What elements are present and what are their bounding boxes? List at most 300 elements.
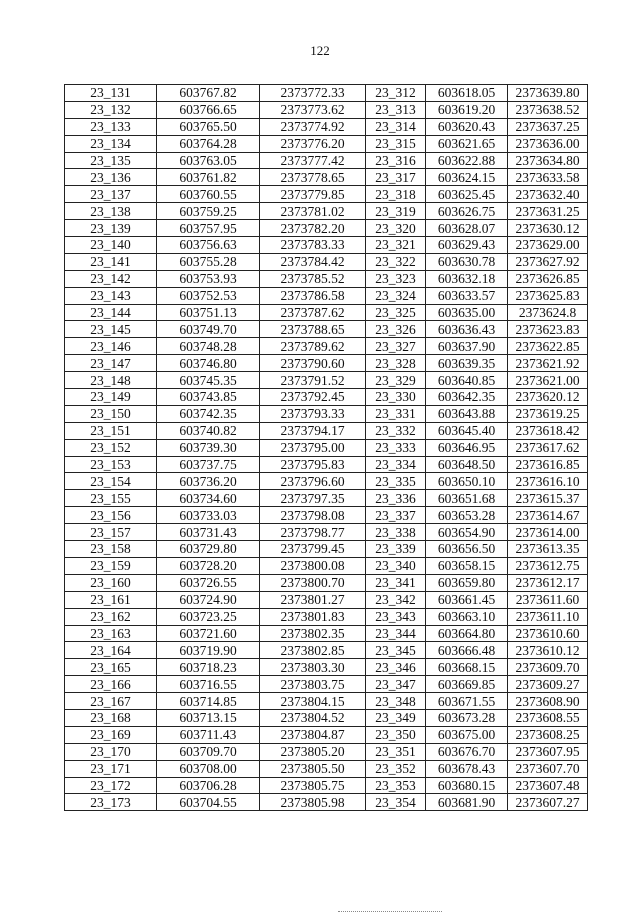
- table-row: [65, 743, 588, 760]
- point-id-cell: 23_147: [65, 355, 157, 372]
- y-coordinate-cell: 2373793.33: [260, 405, 366, 422]
- point-id-cell: 23_327: [366, 338, 426, 355]
- x-coordinate-cell: 603718.23: [157, 659, 260, 676]
- y-coordinate-cell: 2373802.35: [260, 625, 366, 642]
- x-coordinate-cell: 603714.85: [157, 693, 260, 710]
- table-row: [65, 372, 588, 389]
- table-row: [65, 321, 588, 338]
- y-coordinate-cell: 2373627.92: [508, 253, 588, 270]
- table-row: [65, 591, 588, 608]
- y-coordinate-cell: 2373801.27: [260, 591, 366, 608]
- x-coordinate-cell: 603742.35: [157, 405, 260, 422]
- table-row: [65, 794, 588, 811]
- y-coordinate-cell: 2373632.40: [508, 186, 588, 203]
- table-row: [65, 355, 588, 372]
- x-coordinate-cell: 603704.55: [157, 794, 260, 811]
- y-coordinate-cell: 2373634.80: [508, 152, 588, 169]
- point-id-cell: 23_338: [366, 524, 426, 541]
- point-id-cell: 23_151: [65, 422, 157, 439]
- y-coordinate-cell: 2373636.00: [508, 135, 588, 152]
- y-coordinate-cell: 2373773.62: [260, 101, 366, 118]
- x-coordinate-cell: 603721.60: [157, 625, 260, 642]
- coordinates-table: [64, 84, 588, 811]
- x-coordinate-cell: 603716.55: [157, 676, 260, 693]
- page-number: 122: [310, 43, 330, 58]
- x-coordinate-cell: 603753.93: [157, 270, 260, 287]
- table-row: [65, 507, 588, 524]
- x-coordinate-cell: 603723.25: [157, 608, 260, 625]
- x-coordinate-cell: 603671.55: [426, 693, 508, 710]
- y-coordinate-cell: 2373800.08: [260, 557, 366, 574]
- coordinates-table-body: [65, 85, 588, 811]
- table-row: [65, 304, 588, 321]
- x-coordinate-cell: 603633.57: [426, 287, 508, 304]
- x-coordinate-cell: 603726.55: [157, 574, 260, 591]
- x-coordinate-cell: 603629.43: [426, 237, 508, 254]
- point-id-cell: 23_163: [65, 625, 157, 642]
- y-coordinate-cell: 2373774.92: [260, 118, 366, 135]
- y-coordinate-cell: 2373622.85: [508, 338, 588, 355]
- x-coordinate-cell: 603733.03: [157, 507, 260, 524]
- x-coordinate-cell: 603681.90: [426, 794, 508, 811]
- table-row: [65, 676, 588, 693]
- x-coordinate-cell: 603630.78: [426, 253, 508, 270]
- table-row: [65, 237, 588, 254]
- point-id-cell: 23_315: [366, 135, 426, 152]
- x-coordinate-cell: 603745.35: [157, 372, 260, 389]
- table-row: [65, 287, 588, 304]
- point-id-cell: 23_169: [65, 726, 157, 743]
- point-id-cell: 23_139: [65, 220, 157, 237]
- y-coordinate-cell: 2373798.08: [260, 507, 366, 524]
- point-id-cell: 23_150: [65, 405, 157, 422]
- y-coordinate-cell: 2373609.27: [508, 676, 588, 693]
- x-coordinate-cell: 603743.85: [157, 389, 260, 406]
- y-coordinate-cell: 2373639.80: [508, 85, 588, 102]
- y-coordinate-cell: 2373798.77: [260, 524, 366, 541]
- x-coordinate-cell: 603625.45: [426, 186, 508, 203]
- point-id-cell: 23_161: [65, 591, 157, 608]
- x-coordinate-cell: 603709.70: [157, 743, 260, 760]
- table-row: [65, 693, 588, 710]
- y-coordinate-cell: 2373620.12: [508, 389, 588, 406]
- y-coordinate-cell: 2373797.35: [260, 490, 366, 507]
- table-row: [65, 220, 588, 237]
- y-coordinate-cell: 2373788.65: [260, 321, 366, 338]
- point-id-cell: 23_317: [366, 169, 426, 186]
- x-coordinate-cell: 603749.70: [157, 321, 260, 338]
- point-id-cell: 23_172: [65, 777, 157, 794]
- point-id-cell: 23_339: [366, 541, 426, 558]
- y-coordinate-cell: 2373792.45: [260, 389, 366, 406]
- point-id-cell: 23_149: [65, 389, 157, 406]
- y-coordinate-cell: 2373805.98: [260, 794, 366, 811]
- point-id-cell: 23_347: [366, 676, 426, 693]
- point-id-cell: 23_137: [65, 186, 157, 203]
- table-row: [65, 490, 588, 507]
- table-row: [65, 186, 588, 203]
- y-coordinate-cell: 2373779.85: [260, 186, 366, 203]
- x-coordinate-cell: 603637.90: [426, 338, 508, 355]
- y-coordinate-cell: 2373607.95: [508, 743, 588, 760]
- table-row: [65, 152, 588, 169]
- x-coordinate-cell: 603719.90: [157, 642, 260, 659]
- point-id-cell: 23_331: [366, 405, 426, 422]
- point-id-cell: 23_153: [65, 456, 157, 473]
- point-id-cell: 23_318: [366, 186, 426, 203]
- y-coordinate-cell: 2373612.17: [508, 574, 588, 591]
- x-coordinate-cell: 603664.80: [426, 625, 508, 642]
- table-row: [65, 777, 588, 794]
- x-coordinate-cell: 603628.07: [426, 220, 508, 237]
- y-coordinate-cell: 2373615.37: [508, 490, 588, 507]
- point-id-cell: 23_157: [65, 524, 157, 541]
- point-id-cell: 23_329: [366, 372, 426, 389]
- point-id-cell: 23_160: [65, 574, 157, 591]
- y-coordinate-cell: 2373621.00: [508, 372, 588, 389]
- x-coordinate-cell: 603668.15: [426, 659, 508, 676]
- point-id-cell: 23_353: [366, 777, 426, 794]
- point-id-cell: 23_349: [366, 709, 426, 726]
- x-coordinate-cell: 603624.15: [426, 169, 508, 186]
- y-coordinate-cell: 2373783.33: [260, 237, 366, 254]
- y-coordinate-cell: 2373612.75: [508, 557, 588, 574]
- point-id-cell: 23_312: [366, 85, 426, 102]
- y-coordinate-cell: 2373621.92: [508, 355, 588, 372]
- table-row: [65, 524, 588, 541]
- y-coordinate-cell: 2373786.58: [260, 287, 366, 304]
- x-coordinate-cell: 603650.10: [426, 473, 508, 490]
- point-id-cell: 23_132: [65, 101, 157, 118]
- x-coordinate-cell: 603736.20: [157, 473, 260, 490]
- y-coordinate-cell: 2373800.70: [260, 574, 366, 591]
- y-coordinate-cell: 2373616.10: [508, 473, 588, 490]
- point-id-cell: 23_146: [65, 338, 157, 355]
- x-coordinate-cell: 603658.15: [426, 557, 508, 574]
- y-coordinate-cell: 2373610.12: [508, 642, 588, 659]
- point-id-cell: 23_148: [65, 372, 157, 389]
- x-coordinate-cell: 603675.00: [426, 726, 508, 743]
- point-id-cell: 23_135: [65, 152, 157, 169]
- point-id-cell: 23_326: [366, 321, 426, 338]
- x-coordinate-cell: 603619.20: [426, 101, 508, 118]
- point-id-cell: 23_143: [65, 287, 157, 304]
- y-coordinate-cell: 2373795.00: [260, 439, 366, 456]
- x-coordinate-cell: 603767.82: [157, 85, 260, 102]
- x-coordinate-cell: 603666.48: [426, 642, 508, 659]
- point-id-cell: 23_166: [65, 676, 157, 693]
- x-coordinate-cell: 603639.35: [426, 355, 508, 372]
- point-id-cell: 23_340: [366, 557, 426, 574]
- table-row: [65, 422, 588, 439]
- y-coordinate-cell: 2373804.87: [260, 726, 366, 743]
- y-coordinate-cell: 2373772.33: [260, 85, 366, 102]
- x-coordinate-cell: 603734.60: [157, 490, 260, 507]
- x-coordinate-cell: 603755.28: [157, 253, 260, 270]
- table-row: [65, 473, 588, 490]
- point-id-cell: 23_134: [65, 135, 157, 152]
- point-id-cell: 23_141: [65, 253, 157, 270]
- table-row: [65, 642, 588, 659]
- x-coordinate-cell: 603760.55: [157, 186, 260, 203]
- y-coordinate-cell: 2373795.83: [260, 456, 366, 473]
- x-coordinate-cell: 603621.65: [426, 135, 508, 152]
- y-coordinate-cell: 2373799.45: [260, 541, 366, 558]
- point-id-cell: 23_346: [366, 659, 426, 676]
- x-coordinate-cell: 603626.75: [426, 203, 508, 220]
- y-coordinate-cell: 2373614.67: [508, 507, 588, 524]
- point-id-cell: 23_324: [366, 287, 426, 304]
- point-id-cell: 23_145: [65, 321, 157, 338]
- y-coordinate-cell: 2373805.75: [260, 777, 366, 794]
- y-coordinate-cell: 2373608.25: [508, 726, 588, 743]
- y-coordinate-cell: 2373787.62: [260, 304, 366, 321]
- y-coordinate-cell: 2373613.35: [508, 541, 588, 558]
- table-row: [65, 270, 588, 287]
- y-coordinate-cell: 2373616.85: [508, 456, 588, 473]
- y-coordinate-cell: 2373618.42: [508, 422, 588, 439]
- table-row: [65, 253, 588, 270]
- x-coordinate-cell: 603636.43: [426, 321, 508, 338]
- point-id-cell: 23_348: [366, 693, 426, 710]
- x-coordinate-cell: 603653.28: [426, 507, 508, 524]
- y-coordinate-cell: 2373790.60: [260, 355, 366, 372]
- y-coordinate-cell: 2373607.48: [508, 777, 588, 794]
- x-coordinate-cell: 603680.15: [426, 777, 508, 794]
- table-row: [65, 439, 588, 456]
- point-id-cell: 23_354: [366, 794, 426, 811]
- y-coordinate-cell: 2373805.20: [260, 743, 366, 760]
- x-coordinate-cell: 603706.28: [157, 777, 260, 794]
- y-coordinate-cell: 2373781.02: [260, 203, 366, 220]
- x-coordinate-cell: 603748.28: [157, 338, 260, 355]
- x-coordinate-cell: 603763.05: [157, 152, 260, 169]
- x-coordinate-cell: 603746.80: [157, 355, 260, 372]
- x-coordinate-cell: 603646.95: [426, 439, 508, 456]
- x-coordinate-cell: 603729.80: [157, 541, 260, 558]
- x-coordinate-cell: 603711.43: [157, 726, 260, 743]
- table-row: [65, 85, 588, 102]
- point-id-cell: 23_133: [65, 118, 157, 135]
- point-id-cell: 23_335: [366, 473, 426, 490]
- y-coordinate-cell: 2373784.42: [260, 253, 366, 270]
- point-id-cell: 23_342: [366, 591, 426, 608]
- y-coordinate-cell: 2373631.25: [508, 203, 588, 220]
- point-id-cell: 23_144: [65, 304, 157, 321]
- x-coordinate-cell: 603761.82: [157, 169, 260, 186]
- y-coordinate-cell: 2373633.58: [508, 169, 588, 186]
- table-row: [65, 541, 588, 558]
- point-id-cell: 23_154: [65, 473, 157, 490]
- point-id-cell: 23_333: [366, 439, 426, 456]
- x-coordinate-cell: 603669.85: [426, 676, 508, 693]
- point-id-cell: 23_350: [366, 726, 426, 743]
- point-id-cell: 23_316: [366, 152, 426, 169]
- x-coordinate-cell: 603635.00: [426, 304, 508, 321]
- y-coordinate-cell: 2373777.42: [260, 152, 366, 169]
- table-row: [65, 405, 588, 422]
- point-id-cell: 23_325: [366, 304, 426, 321]
- y-coordinate-cell: 2373637.25: [508, 118, 588, 135]
- x-coordinate-cell: 603643.88: [426, 405, 508, 422]
- y-coordinate-cell: 2373638.52: [508, 101, 588, 118]
- y-coordinate-cell: 2373785.52: [260, 270, 366, 287]
- table-row: [65, 203, 588, 220]
- point-id-cell: 23_136: [65, 169, 157, 186]
- x-coordinate-cell: 603756.63: [157, 237, 260, 254]
- y-coordinate-cell: 2373607.70: [508, 760, 588, 777]
- y-coordinate-cell: 2373782.20: [260, 220, 366, 237]
- point-id-cell: 23_351: [366, 743, 426, 760]
- point-id-cell: 23_165: [65, 659, 157, 676]
- y-coordinate-cell: 2373791.52: [260, 372, 366, 389]
- x-coordinate-cell: 603632.18: [426, 270, 508, 287]
- point-id-cell: 23_138: [65, 203, 157, 220]
- y-coordinate-cell: 2373608.90: [508, 693, 588, 710]
- table-row: [65, 389, 588, 406]
- point-id-cell: 23_334: [366, 456, 426, 473]
- y-coordinate-cell: 2373608.55: [508, 709, 588, 726]
- y-coordinate-cell: 2373609.70: [508, 659, 588, 676]
- x-coordinate-cell: 603759.25: [157, 203, 260, 220]
- x-coordinate-cell: 603654.90: [426, 524, 508, 541]
- x-coordinate-cell: 603752.53: [157, 287, 260, 304]
- point-id-cell: 23_322: [366, 253, 426, 270]
- table-row: [65, 608, 588, 625]
- point-id-cell: 23_164: [65, 642, 157, 659]
- point-id-cell: 23_314: [366, 118, 426, 135]
- x-coordinate-cell: 603656.50: [426, 541, 508, 558]
- x-coordinate-cell: 603751.13: [157, 304, 260, 321]
- point-id-cell: 23_345: [366, 642, 426, 659]
- y-coordinate-cell: 2373796.60: [260, 473, 366, 490]
- table-row: [65, 726, 588, 743]
- y-coordinate-cell: 2373794.17: [260, 422, 366, 439]
- y-coordinate-cell: 2373803.75: [260, 676, 366, 693]
- y-coordinate-cell: 2373623.83: [508, 321, 588, 338]
- point-id-cell: 23_142: [65, 270, 157, 287]
- y-coordinate-cell: 2373614.00: [508, 524, 588, 541]
- x-coordinate-cell: 603620.43: [426, 118, 508, 135]
- y-coordinate-cell: 2373630.12: [508, 220, 588, 237]
- table-row: [65, 574, 588, 591]
- y-coordinate-cell: 2373803.30: [260, 659, 366, 676]
- y-coordinate-cell: 2373626.85: [508, 270, 588, 287]
- y-coordinate-cell: 2373776.20: [260, 135, 366, 152]
- point-id-cell: 23_168: [65, 709, 157, 726]
- x-coordinate-cell: 603713.15: [157, 709, 260, 726]
- x-coordinate-cell: 603651.68: [426, 490, 508, 507]
- x-coordinate-cell: 603663.10: [426, 608, 508, 625]
- point-id-cell: 23_323: [366, 270, 426, 287]
- point-id-cell: 23_337: [366, 507, 426, 524]
- x-coordinate-cell: 603766.65: [157, 101, 260, 118]
- y-coordinate-cell: 2373617.62: [508, 439, 588, 456]
- x-coordinate-cell: 603676.70: [426, 743, 508, 760]
- x-coordinate-cell: 603622.88: [426, 152, 508, 169]
- x-coordinate-cell: 603659.80: [426, 574, 508, 591]
- table-row: [65, 456, 588, 473]
- y-coordinate-cell: 2373619.25: [508, 405, 588, 422]
- y-coordinate-cell: 2373804.52: [260, 709, 366, 726]
- table-row: [65, 659, 588, 676]
- table-row: [65, 118, 588, 135]
- x-coordinate-cell: 603645.40: [426, 422, 508, 439]
- y-coordinate-cell: 2373611.60: [508, 591, 588, 608]
- x-coordinate-cell: 603764.28: [157, 135, 260, 152]
- y-coordinate-cell: 2373624.8: [508, 304, 588, 321]
- y-coordinate-cell: 2373610.60: [508, 625, 588, 642]
- table-row: [65, 760, 588, 777]
- point-id-cell: 23_162: [65, 608, 157, 625]
- x-coordinate-cell: 603642.35: [426, 389, 508, 406]
- point-id-cell: 23_332: [366, 422, 426, 439]
- y-coordinate-cell: 2373801.83: [260, 608, 366, 625]
- x-coordinate-cell: 603740.82: [157, 422, 260, 439]
- x-coordinate-cell: 603757.95: [157, 220, 260, 237]
- y-coordinate-cell: 2373625.83: [508, 287, 588, 304]
- point-id-cell: 23_352: [366, 760, 426, 777]
- point-id-cell: 23_158: [65, 541, 157, 558]
- point-id-cell: 23_171: [65, 760, 157, 777]
- y-coordinate-cell: 2373611.10: [508, 608, 588, 625]
- point-id-cell: 23_320: [366, 220, 426, 237]
- point-id-cell: 23_328: [366, 355, 426, 372]
- x-coordinate-cell: 603728.20: [157, 557, 260, 574]
- x-coordinate-cell: 603673.28: [426, 709, 508, 726]
- x-coordinate-cell: 603724.90: [157, 591, 260, 608]
- x-coordinate-cell: 603765.50: [157, 118, 260, 135]
- point-id-cell: 23_319: [366, 203, 426, 220]
- y-coordinate-cell: 2373778.65: [260, 169, 366, 186]
- footer-divider: [338, 911, 442, 912]
- x-coordinate-cell: 603648.50: [426, 456, 508, 473]
- point-id-cell: 23_341: [366, 574, 426, 591]
- point-id-cell: 23_131: [65, 85, 157, 102]
- y-coordinate-cell: 2373804.15: [260, 693, 366, 710]
- y-coordinate-cell: 2373789.62: [260, 338, 366, 355]
- point-id-cell: 23_336: [366, 490, 426, 507]
- point-id-cell: 23_152: [65, 439, 157, 456]
- point-id-cell: 23_140: [65, 237, 157, 254]
- x-coordinate-cell: 603618.05: [426, 85, 508, 102]
- point-id-cell: 23_330: [366, 389, 426, 406]
- x-coordinate-cell: 603678.43: [426, 760, 508, 777]
- y-coordinate-cell: 2373805.50: [260, 760, 366, 777]
- table-row: [65, 338, 588, 355]
- table-row: [65, 135, 588, 152]
- table-row: [65, 625, 588, 642]
- table-row: [65, 709, 588, 726]
- point-id-cell: 23_170: [65, 743, 157, 760]
- x-coordinate-cell: 603661.45: [426, 591, 508, 608]
- y-coordinate-cell: 2373607.27: [508, 794, 588, 811]
- point-id-cell: 23_155: [65, 490, 157, 507]
- point-id-cell: 23_343: [366, 608, 426, 625]
- x-coordinate-cell: 603737.75: [157, 456, 260, 473]
- y-coordinate-cell: 2373802.85: [260, 642, 366, 659]
- point-id-cell: 23_313: [366, 101, 426, 118]
- point-id-cell: 23_321: [366, 237, 426, 254]
- point-id-cell: 23_156: [65, 507, 157, 524]
- x-coordinate-cell: 603708.00: [157, 760, 260, 777]
- x-coordinate-cell: 603731.43: [157, 524, 260, 541]
- x-coordinate-cell: 603739.30: [157, 439, 260, 456]
- point-id-cell: 23_159: [65, 557, 157, 574]
- point-id-cell: 23_167: [65, 693, 157, 710]
- table-row: [65, 169, 588, 186]
- table-row: [65, 101, 588, 118]
